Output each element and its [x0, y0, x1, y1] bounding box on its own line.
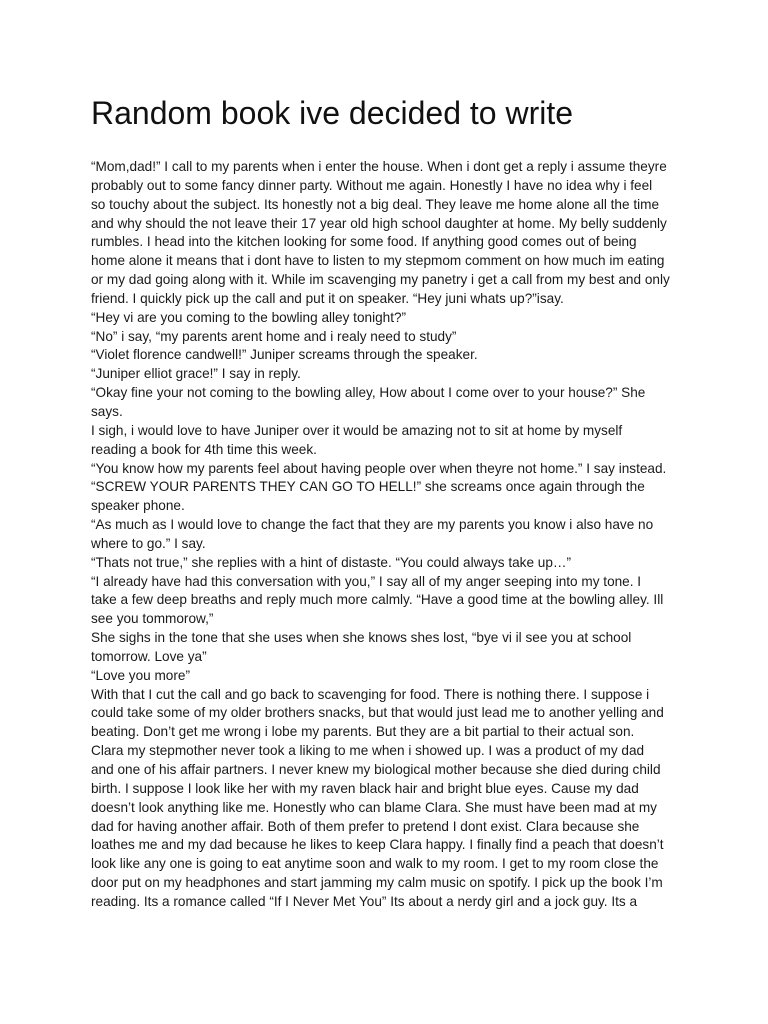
- body-line: could take some of my older brothers snacks, but that would just lead me to another yelling and: [91, 705, 664, 721]
- body-line: probably out to some fancy dinner party. Without me again. Honestly I have no idea why i feel: [91, 177, 653, 193]
- body-line: says.: [91, 403, 123, 419]
- body-line: so touchy about the subject. Its honestly not a big deal. They leave me home alone all the time: [91, 196, 660, 212]
- body-line: “Okay fine your not coming to the bowling alley, How about I come over to your house?” She: [91, 385, 646, 401]
- body-line: where to go.” I say.: [91, 535, 206, 551]
- body-line: reading. Its a romance called “If I Never Met You” Its about a nerdy girl and a jock guy. Its a: [91, 893, 638, 909]
- body-line: take a few deep breaths and reply much more calmly. “Have a good time at the bowling alley. Ill: [91, 592, 664, 608]
- body-line: or my dad going along with it. While im scavenging my panetry i get a call from my best and only: [91, 272, 670, 288]
- body-line: She sighs in the tone that she uses when she knows shes lost, “bye vi il see you at school: [91, 630, 632, 646]
- document-title: Random book ive decided to write: [91, 95, 574, 131]
- body-line: “SCREW YOUR PARENTS THEY CAN GO TO HELL!” she screams once again through the: [91, 479, 645, 495]
- body-line: beating. Don’t get me wrong i lobe my parents. But they are a bit partial to their actual son.: [91, 724, 635, 740]
- body-line: “Hey vi are you coming to the bowling alley tonight?”: [91, 309, 407, 325]
- body-line: birth. I suppose I look like her with my raven black hair and bright blue eyes. Cause my dad: [91, 780, 639, 796]
- body-line: speaker phone.: [91, 498, 185, 514]
- body-line: doesn’t look anything like me. Honestly who can blame Clara. She must have been mad at my: [91, 799, 657, 815]
- body-line: and why should the not leave their 17 year old high school daughter at home. My belly suddenly: [91, 215, 667, 231]
- body-line: “Thats not true,” she replies with a hint of distaste. “You could always take up…”: [91, 554, 572, 570]
- body-line: rumbles. I head into the kitchen looking for some food. If anything good comes out of being: [91, 234, 637, 250]
- body-line: friend. I quickly pick up the call and put it on speaker. “Hey juni whats up?”isay.: [91, 290, 564, 306]
- body-line: see you tommorow,”: [91, 611, 214, 627]
- body-line: tomorrow. Love ya”: [91, 648, 207, 664]
- body-line: “No” i say, “my parents arent home and i realy need to study”: [91, 328, 457, 344]
- body-line: With that I cut the call and go back to scavenging for food. There is nothing there. I suppose i: [91, 686, 650, 702]
- body-line: Clara my stepmother never took a liking to me when i showed up. I was a product of my dad: [91, 743, 645, 759]
- body-line: “You know how my parents feel about having people over when theyre not home.” I say instead.: [91, 460, 667, 476]
- body-line: “I already have had this conversation with you,” I say all of my anger seeping into my tone. I: [91, 573, 642, 589]
- body-line: “Juniper elliot grace!” I say in reply.: [91, 366, 301, 382]
- body-line: “As much as I would love to change the fact that they are my parents you know i also have no: [91, 517, 654, 533]
- body-line: reading a book for 4th time this week.: [91, 441, 317, 457]
- body-line: home alone it means that i dont have to listen to my stepmom comment on how much im eating: [91, 253, 665, 269]
- body-line: and one of his affair partners. I never knew my biological mother because she died during child: [91, 762, 661, 777]
- body-line: loathes me and my dad because he likes to keep Clara happy. I finally find a peach that doesn’t: [91, 837, 664, 853]
- body-line: I sigh, i would love to have Juniper over it would be amazing not to sit at home by myself: [91, 422, 623, 438]
- body-line: “Violet florence candwell!” Juniper screams through the speaker.: [91, 347, 478, 363]
- document-body: [91, 158, 691, 912]
- body-line: “Mom,dad!” I call to my parents when i enter the house. When i dont get a reply i assume theyre: [91, 159, 667, 174]
- body-line: “Love you more”: [91, 667, 190, 683]
- body-line: door put on my headphones and start jamming my calm music on spotify. I pick up the book I’m: [91, 875, 663, 891]
- body-line: look like any one is going to eat anytime soon and walk to my room. I get to my room close the: [91, 856, 659, 872]
- body-line: dad for having another affair. Both of them prefer to pretend I dont exist. Clara because she: [91, 818, 640, 834]
